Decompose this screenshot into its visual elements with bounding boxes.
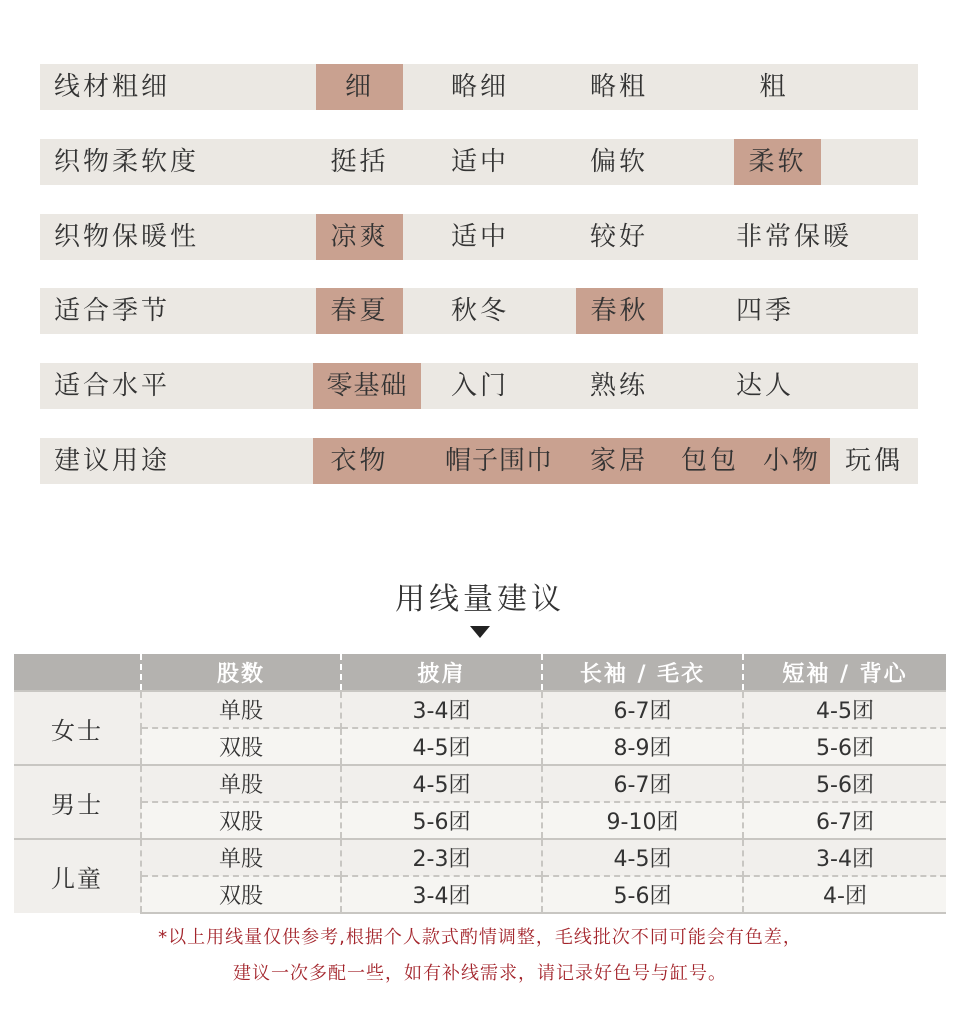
cell-short: 4-团 — [743, 876, 946, 913]
table-row — [14, 802, 946, 839]
attr-row-level — [40, 363, 918, 409]
note-line-2: 建议一次多配一些，如有补线需求，请记录好色号与缸号。 — [233, 963, 727, 984]
attr-label: 适合季节 — [54, 296, 171, 326]
group-women: 女士 — [14, 691, 141, 765]
cell-long: 5-6团 — [542, 876, 743, 913]
option-selected: 包包 — [680, 446, 739, 476]
option: 略粗 — [589, 72, 648, 102]
table-row — [14, 728, 946, 765]
option-selected: 零基础 — [313, 363, 421, 409]
attr-row-thickness — [40, 64, 918, 110]
yarn-usage-table — [14, 654, 946, 914]
header-empty — [14, 654, 141, 691]
option-selected: 柔软 — [734, 139, 821, 185]
option: 玩偶 — [844, 446, 903, 476]
attr-label: 建议用途 — [54, 446, 171, 476]
cell-strand: 双股 — [141, 728, 341, 765]
option-selected: 帽子围巾 — [444, 446, 553, 476]
attr-row-usage — [40, 438, 918, 484]
cell-shawl: 3-4团 — [341, 691, 542, 728]
option-selected: 春夏 — [316, 288, 403, 334]
option: 非常保暖 — [736, 222, 853, 252]
cell-long: 6-7团 — [542, 691, 743, 728]
cell-long: 8-9团 — [542, 728, 743, 765]
cell-shawl: 2-3团 — [341, 839, 542, 876]
option: 适中 — [450, 147, 509, 177]
option: 较好 — [589, 222, 648, 252]
option-selected: 春秋 — [576, 288, 663, 334]
option-selected: 凉爽 — [316, 214, 403, 260]
group-children: 儿童 — [14, 839, 141, 913]
note-line-1: *以上用线量仅供参考,根据个人款式酌情调整，毛线批次不同可能会有色差， — [158, 927, 802, 948]
attr-label: 适合水平 — [54, 371, 171, 401]
option: 入门 — [450, 371, 509, 401]
table-row — [14, 691, 946, 728]
cell-strand: 双股 — [141, 802, 341, 839]
attr-label: 织物保暖性 — [54, 222, 200, 252]
cell-short: 5-6团 — [743, 728, 946, 765]
triangle-down-icon — [470, 626, 490, 638]
option: 熟练 — [589, 371, 648, 401]
cell-strand: 单股 — [141, 839, 341, 876]
option: 挺括 — [330, 147, 389, 177]
header-strand: 股数 — [141, 654, 341, 691]
cell-short: 4-5团 — [743, 691, 946, 728]
table-header-row — [14, 654, 946, 691]
cell-long: 9-10团 — [542, 802, 743, 839]
option: 适中 — [450, 222, 509, 252]
attr-row-softness — [40, 139, 918, 185]
attr-row-season — [40, 288, 918, 334]
option-selected: 小物 — [762, 446, 821, 476]
attr-label: 线材粗细 — [54, 72, 171, 102]
cell-long: 4-5团 — [542, 839, 743, 876]
cell-long: 6-7团 — [542, 765, 743, 802]
attr-label: 织物柔软度 — [54, 147, 200, 177]
option-selected: 家居 — [589, 446, 648, 476]
table-row — [14, 839, 946, 876]
cell-shawl: 5-6团 — [341, 802, 542, 839]
table-row — [14, 876, 946, 913]
option: 偏软 — [589, 147, 648, 177]
option-selected: 细 — [316, 64, 403, 110]
group-men: 男士 — [14, 765, 141, 839]
cell-strand: 单股 — [141, 691, 341, 728]
option-selected: 衣物 — [330, 446, 389, 476]
option: 达人 — [736, 371, 795, 401]
header-long-sleeve: 长袖 / 毛衣 — [542, 654, 743, 691]
attr-row-warmth — [40, 214, 918, 260]
section-title: 用线量建议 — [395, 582, 565, 617]
header-shawl: 披肩 — [341, 654, 542, 691]
cell-shawl: 4-5团 — [341, 765, 542, 802]
cell-shawl: 4-5团 — [341, 728, 542, 765]
table-row — [14, 765, 946, 802]
cell-short: 6-7团 — [743, 802, 946, 839]
option: 粗 — [759, 72, 789, 102]
cell-shawl: 3-4团 — [341, 876, 542, 913]
option: 四季 — [736, 296, 795, 326]
cell-short: 3-4团 — [743, 839, 946, 876]
header-short-sleeve: 短袖 / 背心 — [743, 654, 946, 691]
cell-strand: 单股 — [141, 765, 341, 802]
cell-short: 5-6团 — [743, 765, 946, 802]
cell-strand: 双股 — [141, 876, 341, 913]
option: 秋冬 — [450, 296, 509, 326]
option: 略细 — [450, 72, 509, 102]
